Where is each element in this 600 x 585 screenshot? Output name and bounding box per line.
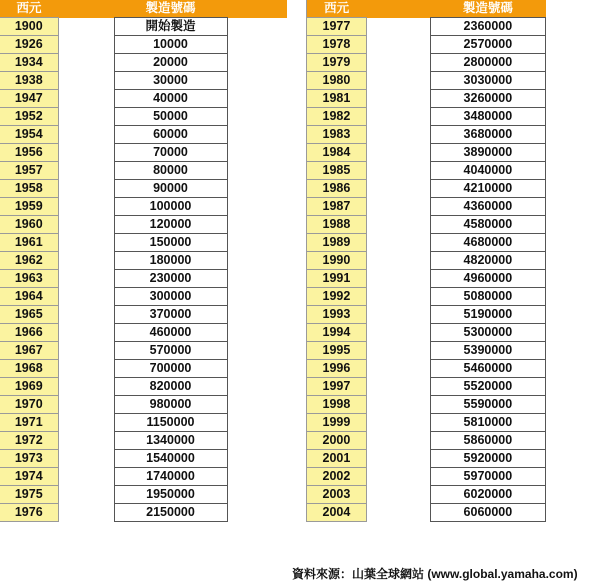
serial-cell: 60000 [114,126,227,144]
serial-cell: 5460000 [430,360,546,378]
year-cell: 1977 [307,18,367,36]
serial-cell: 2360000 [430,18,546,36]
serial-cell: 開始製造 [114,18,227,36]
table-row [0,414,287,432]
table-row [307,234,600,252]
spacer-cell [227,486,287,504]
spacer-cell [58,486,114,504]
year-cell: 1961 [0,234,58,252]
spacer-cell [58,144,114,162]
table-row [0,198,287,216]
year-cell: 1934 [0,54,58,72]
spacer-cell [366,360,430,378]
spacer-cell [227,234,287,252]
spacer-cell [546,378,600,396]
spacer-cell [546,306,600,324]
spacer-cell [366,432,430,450]
serial-cell: 3260000 [430,90,546,108]
spacer-cell [58,216,114,234]
serial-cell: 5520000 [430,378,546,396]
right-table [306,0,600,522]
table-row [0,504,287,522]
table-row [0,216,287,234]
left-table [0,0,287,522]
year-cell: 1994 [307,324,367,342]
spacer-cell [227,180,287,198]
spacer-cell [227,54,287,72]
spacer-cell [546,162,600,180]
serial-cell: 980000 [114,396,227,414]
spacer-cell [58,72,114,90]
year-cell: 2001 [307,450,367,468]
spacer-cell [227,144,287,162]
year-cell: 1957 [0,162,58,180]
spacer-cell [546,180,600,198]
serial-cell: 5080000 [430,288,546,306]
spacer-cell [546,216,600,234]
year-cell: 2002 [307,468,367,486]
spacer-cell [546,144,600,162]
table-row [0,90,287,108]
spacer-cell [227,18,287,36]
serial-cell: 1740000 [114,468,227,486]
year-cell: 2000 [307,432,367,450]
spacer-cell [366,108,430,126]
spacer-cell [546,360,600,378]
spacer-cell [58,432,114,450]
table-row [307,288,600,306]
table-row [307,504,600,522]
year-cell: 2003 [307,486,367,504]
spacer-cell [366,306,430,324]
serial-cell: 2150000 [114,504,227,522]
serial-cell: 70000 [114,144,227,162]
table-row [0,432,287,450]
spacer-cell [546,90,600,108]
spacer-cell [227,306,287,324]
serial-cell: 1950000 [114,486,227,504]
spacer-cell [227,216,287,234]
table-row [307,270,600,288]
spacer-cell [366,18,430,36]
serial-cell: 180000 [114,252,227,270]
year-cell: 1993 [307,306,367,324]
spacer-cell [546,288,600,306]
serial-cell: 6060000 [430,504,546,522]
spacer-cell [58,36,114,54]
spacer-cell [546,414,600,432]
spacer-cell [58,234,114,252]
header-row [307,0,600,18]
serial-cell: 820000 [114,378,227,396]
spacer-cell [227,414,287,432]
serial-cell: 120000 [114,216,227,234]
year-cell: 1974 [0,468,58,486]
table-row [307,252,600,270]
spacer-cell [58,414,114,432]
spacer-cell [366,468,430,486]
year-cell: 1995 [307,342,367,360]
serial-cell: 5920000 [430,450,546,468]
year-cell: 1988 [307,216,367,234]
spacer-cell [227,198,287,216]
year-cell: 1985 [307,162,367,180]
year-cell: 1966 [0,324,58,342]
spacer-cell [58,324,114,342]
table-row [307,378,600,396]
year-cell: 1978 [307,36,367,54]
serial-cell: 5390000 [430,342,546,360]
spacer-cell [546,36,600,54]
serial-cell: 40000 [114,90,227,108]
year-cell: 1959 [0,198,58,216]
table-row [0,126,287,144]
table-row [0,72,287,90]
gap-header [58,0,114,18]
spacer-cell [58,396,114,414]
table-row [0,162,287,180]
year-cell: 1958 [0,180,58,198]
year-cell: 1987 [307,198,367,216]
serial-header: 製造號碼 [430,0,546,18]
serial-cell: 370000 [114,306,227,324]
table-row [307,342,600,360]
spacer-cell [227,360,287,378]
serial-cell: 300000 [114,288,227,306]
year-cell: 1926 [0,36,58,54]
serial-cell: 3680000 [430,126,546,144]
spacer-cell [366,396,430,414]
year-cell: 1996 [307,360,367,378]
table-row [307,432,600,450]
year-cell: 1997 [307,378,367,396]
table-row [307,360,600,378]
year-cell: 1984 [307,144,367,162]
spacer-cell [546,234,600,252]
table-row [307,108,600,126]
year-cell: 1963 [0,270,58,288]
table-row [307,324,600,342]
serial-cell: 3890000 [430,144,546,162]
spacer-cell [546,72,600,90]
spacer-cell [546,126,600,144]
spacer-cell [58,360,114,378]
spacer-cell [227,288,287,306]
spacer-cell [58,468,114,486]
serial-cell: 30000 [114,72,227,90]
year-cell: 1954 [0,126,58,144]
year-cell: 1952 [0,108,58,126]
table-row [0,360,287,378]
serial-cell: 5190000 [430,306,546,324]
spacer-cell [58,378,114,396]
table-row [307,18,600,36]
table-row [0,324,287,342]
spacer-cell [227,324,287,342]
table-row [307,180,600,198]
serial-cell: 4210000 [430,180,546,198]
table-row [0,108,287,126]
serial-cell: 4040000 [430,162,546,180]
table-row [307,198,600,216]
table-row [0,378,287,396]
year-cell: 1980 [307,72,367,90]
spacer-cell [546,18,600,36]
serial-cell: 90000 [114,180,227,198]
spacer-cell [58,450,114,468]
spacer-cell [366,270,430,288]
spacer-cell [227,468,287,486]
serial-cell: 700000 [114,360,227,378]
spacer-cell [366,234,430,252]
table-row [0,288,287,306]
spacer-cell [227,270,287,288]
spacer-cell [227,36,287,54]
serial-cell: 2570000 [430,36,546,54]
table-row [307,36,600,54]
year-header: 西元 [307,0,367,18]
spacer-cell [366,504,430,522]
spacer-cell [227,108,287,126]
spacer-cell [58,270,114,288]
serial-cell: 3480000 [430,108,546,126]
year-cell: 1960 [0,216,58,234]
gap-header [366,0,430,18]
spacer-cell [58,18,114,36]
spacer-cell [58,126,114,144]
year-cell: 1900 [0,18,58,36]
spacer-cell [58,198,114,216]
table-row [307,414,600,432]
table-row [307,126,600,144]
spacer-cell [227,72,287,90]
table-row [307,396,600,414]
serial-cell: 5970000 [430,468,546,486]
table-row [307,90,600,108]
year-cell: 1973 [0,450,58,468]
spacer-cell [366,486,430,504]
serial-cell: 4820000 [430,252,546,270]
serial-cell: 5590000 [430,396,546,414]
gap-header [546,0,600,18]
year-cell: 1956 [0,144,58,162]
spacer-cell [546,486,600,504]
table-row [307,54,600,72]
serial-cell: 80000 [114,162,227,180]
serial-cell: 1340000 [114,432,227,450]
table-body-right [307,18,600,522]
spacer-cell [546,468,600,486]
table-row [0,144,287,162]
spacer-cell [58,54,114,72]
year-cell: 1998 [307,396,367,414]
spacer-cell [227,396,287,414]
spacer-cell [227,450,287,468]
spacer-cell [58,504,114,522]
table-row [0,306,287,324]
spacer-cell [546,504,600,522]
spacer-cell [227,252,287,270]
serial-cell: 5300000 [430,324,546,342]
spacer-cell [58,180,114,198]
year-cell: 1989 [307,234,367,252]
year-cell: 1938 [0,72,58,90]
year-cell: 1969 [0,378,58,396]
spacer-cell [546,432,600,450]
spacer-cell [58,90,114,108]
serial-header: 製造號碼 [114,0,227,18]
table-row [0,252,287,270]
year-header: 西元 [0,0,58,18]
serial-cell: 3030000 [430,72,546,90]
year-cell: 1965 [0,306,58,324]
year-cell: 1970 [0,396,58,414]
gap-header [227,0,287,18]
year-cell: 1979 [307,54,367,72]
spacer-cell [366,180,430,198]
spacer-cell [366,450,430,468]
table-row [307,450,600,468]
table-row [0,450,287,468]
table-row [307,216,600,234]
serial-cell: 50000 [114,108,227,126]
serial-cell: 1540000 [114,450,227,468]
year-cell: 1990 [307,252,367,270]
table-row [0,180,287,198]
serial-cell: 4960000 [430,270,546,288]
serial-cell: 4360000 [430,198,546,216]
table-row [307,144,600,162]
spacer-cell [227,342,287,360]
spacer-cell [366,288,430,306]
spacer-cell [546,342,600,360]
serial-cell: 570000 [114,342,227,360]
serial-cell: 100000 [114,198,227,216]
serial-cell: 10000 [114,36,227,54]
serial-cell: 150000 [114,234,227,252]
serial-cell: 5860000 [430,432,546,450]
spacer-cell [366,378,430,396]
spacer-cell [227,432,287,450]
serial-cell: 4680000 [430,234,546,252]
spacer-cell [227,504,287,522]
year-cell: 1986 [307,180,367,198]
spacer-cell [366,216,430,234]
serial-cell: 5810000 [430,414,546,432]
year-cell: 1991 [307,270,367,288]
table-row [0,54,287,72]
spacer-cell [546,54,600,72]
serial-table-right [306,0,600,522]
spacer-cell [366,342,430,360]
serial-cell: 230000 [114,270,227,288]
table-row [307,486,600,504]
spacer-cell [546,108,600,126]
spacer-cell [546,198,600,216]
spacer-cell [58,306,114,324]
serial-cell: 20000 [114,54,227,72]
spacer-cell [366,36,430,54]
year-cell: 1968 [0,360,58,378]
spacer-cell [366,414,430,432]
table-row [0,270,287,288]
table-row [0,18,287,36]
table-row [0,234,287,252]
spacer-cell [227,126,287,144]
spacer-cell [58,288,114,306]
serial-cell: 1150000 [114,414,227,432]
table-row [0,396,287,414]
spacer-cell [366,90,430,108]
year-cell: 1967 [0,342,58,360]
spacer-cell [58,252,114,270]
year-cell: 1962 [0,252,58,270]
spacer-cell [58,108,114,126]
spacer-cell [227,90,287,108]
table-row [0,36,287,54]
year-cell: 1992 [307,288,367,306]
year-cell: 1982 [307,108,367,126]
spacer-cell [546,252,600,270]
spacer-cell [227,378,287,396]
spacer-cell [58,162,114,180]
year-cell: 2004 [307,504,367,522]
spacer-cell [546,270,600,288]
spacer-cell [366,72,430,90]
serial-cell: 6020000 [430,486,546,504]
spacer-cell [227,162,287,180]
year-cell: 1964 [0,288,58,306]
spacer-cell [546,324,600,342]
year-cell: 1972 [0,432,58,450]
table-row [307,72,600,90]
serial-cell: 2800000 [430,54,546,72]
year-cell: 1975 [0,486,58,504]
year-cell: 1971 [0,414,58,432]
year-cell: 1999 [307,414,367,432]
year-cell: 1976 [0,504,58,522]
serial-cell: 4580000 [430,216,546,234]
spacer-cell [366,252,430,270]
table-row [307,468,600,486]
spacer-cell [366,198,430,216]
spacer-cell [366,162,430,180]
header-row [0,0,287,18]
table-row [0,342,287,360]
spacer-cell [366,54,430,72]
serial-cell: 460000 [114,324,227,342]
spacer-cell [366,126,430,144]
year-cell: 1981 [307,90,367,108]
spacer-cell [366,324,430,342]
year-cell: 1947 [0,90,58,108]
spacer-cell [546,396,600,414]
table-row [0,468,287,486]
spacer-cell [366,144,430,162]
serial-table-left [0,0,287,522]
spacer-cell [546,450,600,468]
spacer-cell [58,342,114,360]
table-row [307,306,600,324]
table-row [307,162,600,180]
source-footer: 資料來源：山葉全球網站 (www.global.yamaha.com) [292,567,578,581]
year-cell: 1983 [307,126,367,144]
table-row [0,486,287,504]
table-body-left [0,18,287,522]
